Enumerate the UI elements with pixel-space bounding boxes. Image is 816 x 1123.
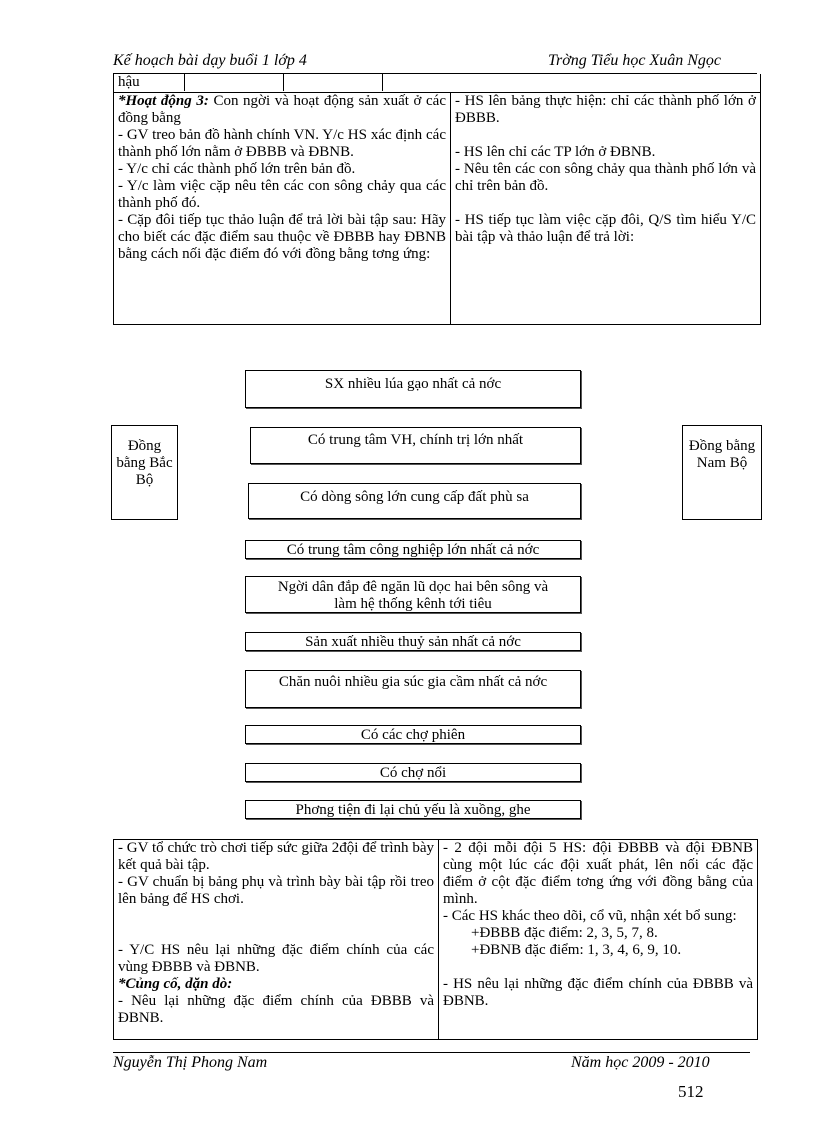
student-step: - 2 đội mỗi đội 5 HS: đội ĐBBB và đội ĐBNB cùng một lúc các đội xuất phát, lên nối các đặc điểm ở cột đặc điểm tơng ứng với đồng bằng của mình. [443, 840, 753, 907]
teacher-activities-cell [114, 840, 439, 1040]
page-number: 512 [678, 1082, 704, 1101]
top-row-cell: hậu [114, 74, 185, 91]
top-row-cell [284, 74, 383, 91]
activity-heading: *Hoạt động 3: [118, 92, 209, 109]
activity-table-bottom [113, 839, 758, 1040]
feature-box-4: Có trung tâm công nghiệp lớn nhất cả nớc [245, 540, 581, 559]
answer-line: +ĐBBB đặc điểm: 2, 3, 5, 7, 8. [471, 925, 658, 941]
feature-box-8: Có các chợ phiên [245, 725, 581, 744]
teacher-step: - Y/c làm việc cặp nêu tên các con sông chảy qua các thành phố đó. [118, 177, 446, 211]
activity-table-top [113, 74, 761, 325]
activity-heading-text: Con ngời và hoạt động sản xuất ở các đồng bằng [118, 92, 446, 126]
footer-author: Nguyễn Thị Phong Nam [113, 1054, 268, 1071]
student-activities-cell [451, 92, 761, 324]
closing-heading: *Củng cố, dặn dò: [118, 976, 233, 992]
teacher-step: - GV chuẩn bị bảng phụ và trình bày bài tập rồi treo lên bảng để HS chơi. [118, 874, 434, 907]
top-row-cell [185, 74, 284, 91]
student-step: - Các HS khác theo dõi, cổ vũ, nhận xét bổ sung: [443, 908, 737, 924]
student-step: - Nêu tên các con sông chảy qua thành phố lớn và chỉ trên bản đồ. [455, 160, 756, 194]
footer-rule [113, 1052, 750, 1053]
header-right: Trờng Tiểu học Xuân Ngọc [548, 52, 721, 69]
student-step: - HS tiếp tục làm việc cặp đôi, Q/S tìm hiểu Y/C bài tập và thảo luận để trả lời: [455, 211, 756, 245]
student-activities-cell [439, 840, 758, 1040]
teacher-activities-cell [114, 92, 451, 324]
top-row-cell [383, 74, 482, 91]
student-step: - HS lên bảng thực hiện: chỉ các thành phố lớn ở ĐBBB. [455, 92, 756, 126]
teacher-step: - GV treo bản đồ hành chính VN. Y/c HS xác định các thành phố lớn nằm ở ĐBBB và ĐBNB. [118, 126, 446, 160]
feature-box-3: Có dòng sông lớn cung cấp đất phù sa [248, 483, 581, 519]
feature-box-2: Có trung tâm VH, chính trị lớn nhất [250, 427, 581, 464]
feature-box-1: SX nhiều lúa gạo nhất cả nớc [245, 370, 581, 408]
teacher-step: - Cặp đôi tiếp tục thảo luận để trả lời bài tập sau: Hãy cho biết các đặc điểm sau thuộc về ĐBBB hay ĐBNB bằng cách nối đặc điểm đó với đồng bằng tơng ứng: [118, 211, 446, 262]
student-step: - HS lên chỉ các TP lớn ở ĐBNB. [455, 143, 656, 160]
student-step: - HS nêu lại những đặc điểm chính của ĐBBB và ĐBNB. [443, 976, 753, 1009]
feature-box-9: Có chợ nổi [245, 763, 581, 782]
feature-box-7: Chăn nuôi nhiều gia súc gia cầm nhất cả nớc [245, 670, 581, 708]
northern-delta-box: Đồng bằng Bắc Bộ [111, 425, 178, 520]
feature-box-6: Sản xuất nhiều thuỷ sản nhất cả nớc [245, 632, 581, 651]
feature-box-10: Phơng tiện đi lại chủ yếu là xuồng, ghe [245, 800, 581, 819]
teacher-step: - Y/C HS nêu lại những đặc điểm chính của các vùng ĐBBB và ĐBNB. [118, 942, 434, 975]
header-left: Kế hoạch bài dạy buổi 1 lớp 4 [113, 52, 307, 69]
answer-line: +ĐBNB đặc điểm: 1, 3, 4, 6, 9, 10. [471, 942, 682, 958]
feature-box-5: Ngời dân đắp đê ngăn lũ dọc hai bên sông và làm hệ thống kênh tới tiêu [245, 576, 581, 613]
footer-year: Năm học 2009 - 2010 [571, 1054, 710, 1071]
teacher-step: - Y/c chỉ các thành phố lớn trên bản đồ. [118, 160, 356, 177]
teacher-step: - Nêu lại những đặc điểm chính của ĐBBB và ĐBNB. [118, 993, 434, 1026]
teacher-step: - GV tổ chức trò chơi tiếp sức giữa 2đội để trình bày kết quả bài tập. [118, 840, 434, 873]
southern-delta-box: Đồng bằng Nam Bộ [682, 425, 762, 520]
